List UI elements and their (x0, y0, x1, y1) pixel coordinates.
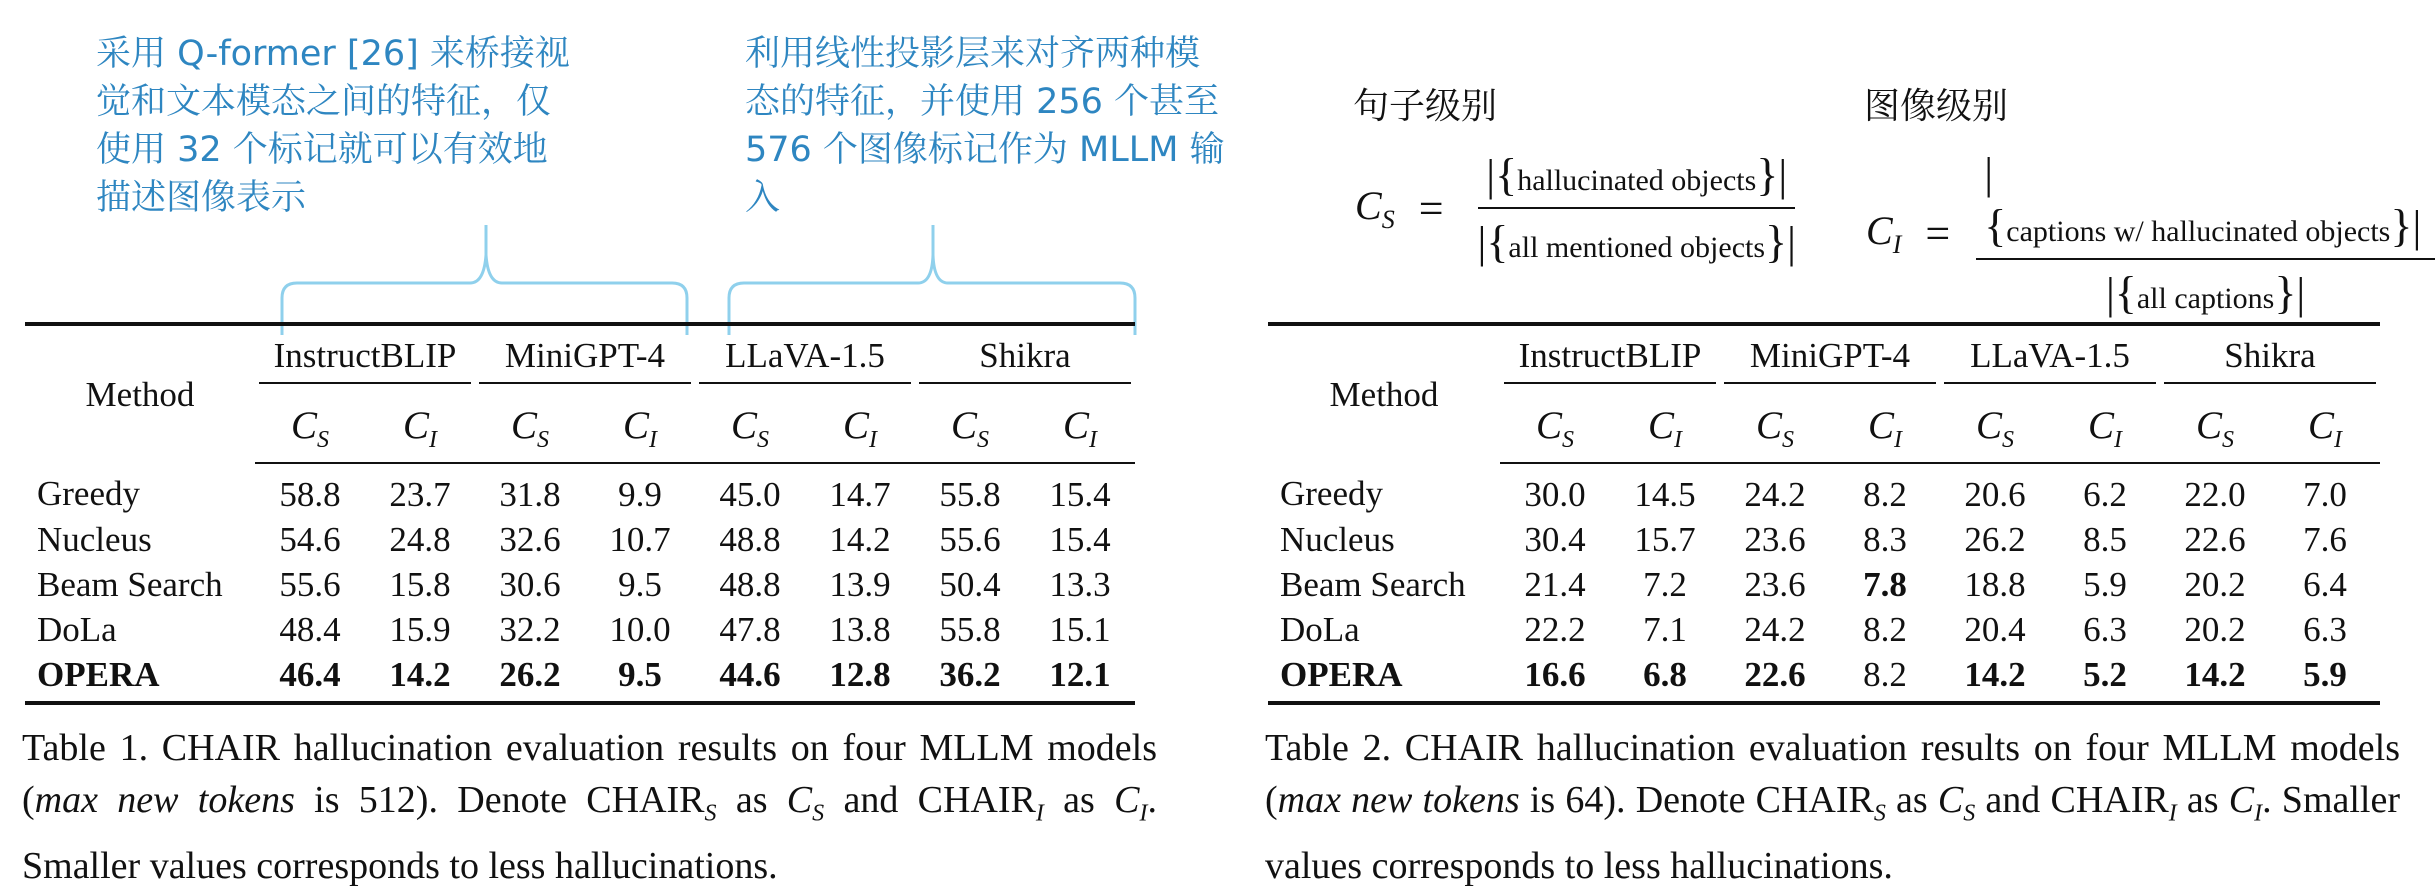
value-cell: 20.2 (2184, 609, 2246, 649)
table-row (25, 562, 1135, 607)
value-cell: 18.8 (1964, 564, 2026, 604)
value-cell: 23.7 (389, 474, 451, 514)
table-row (25, 517, 1135, 562)
value-cell: 46.4 (279, 654, 341, 694)
fraction (1470, 148, 1804, 268)
value-cell: 55.6 (939, 519, 1001, 559)
value-cell: 6.3 (2303, 609, 2347, 649)
table-row (25, 652, 1135, 703)
value-cell: 32.2 (499, 609, 561, 649)
formula-lhs: $C_S$ (1355, 182, 1395, 234)
value-cell: 20.2 (2184, 564, 2246, 604)
header-ci: $C_I$ (805, 394, 915, 463)
value-cell: 22.0 (2184, 474, 2246, 514)
numerator-text: hallucinated objects (1517, 164, 1757, 197)
header-cs: $C_S$ (2160, 394, 2270, 463)
value-cell: 5.2 (2083, 654, 2127, 694)
value-cell: 26.2 (1964, 519, 2026, 559)
method-name: DoLa (37, 609, 117, 649)
header-cs: $C_S$ (695, 394, 805, 463)
value-cell: 13.8 (829, 609, 891, 649)
value-cell: 6.3 (2083, 609, 2127, 649)
value-cell: 31.8 (499, 474, 561, 514)
value-cell: 14.2 (1964, 654, 2026, 694)
header-ci: $C_I$ (2270, 394, 2380, 463)
table-1 (25, 322, 1135, 705)
value-cell: 14.2 (2184, 654, 2246, 694)
fraction-denominator: |{all mentioned objects}| (1477, 216, 1796, 267)
table-row (1268, 517, 2380, 562)
value-cell: 22.2 (1524, 609, 1586, 649)
value-cell: 20.6 (1964, 474, 2026, 514)
table-2 (1268, 322, 2380, 705)
table-row (1268, 562, 2380, 607)
value-cell: 13.9 (829, 564, 891, 604)
formula-lhs: $C_I$ (1866, 208, 1902, 259)
value-cell: 8.2 (1863, 474, 1907, 514)
table-1-caption: Table 1. CHAIR hallucination evaluation results on four MLLM models (max new tokens is 512). Denote $CHAIR_S$ as $C_S$ and $CHAIR_I$ as $C_I$. Smaller values corresponds to less hallucinations. (22, 727, 1157, 887)
value-cell: 58.8 (279, 474, 341, 514)
header-model: MiniGPT-4 (475, 324, 695, 394)
method-name: Greedy (1280, 474, 1384, 513)
value-cell-best: 7.8 (1863, 564, 1907, 604)
value-cell: 6.2 (2083, 474, 2127, 514)
header-model: InstructBLIP (255, 324, 475, 394)
value-cell: 14.7 (829, 474, 891, 514)
header-model: InstructBLIP (1500, 324, 1720, 394)
annotation-line: 觉和文本模态之间的特征，仅 (96, 82, 552, 122)
value-cell: 22.6 (1744, 654, 1806, 694)
table-2-caption: Table 2. CHAIR hallucination evaluation results on four MLLM models (max new tokens is 64). Denote $CHAIR_S$ as $C_S$ and $CHAIR_I$ as $C_I$. Smaller values corresponds to less hallucinations. (1265, 727, 2401, 887)
annotation-line: 采用 Q-former [26] 来桥接视 (96, 34, 570, 74)
annotation-line: 入 (745, 178, 781, 218)
table-row (1268, 607, 2380, 652)
value-cell: 24.2 (1744, 474, 1806, 514)
method-name: Beam Search (37, 564, 223, 604)
value-cell: 8.3 (1863, 519, 1907, 559)
value-cell: 16.6 (1524, 654, 1586, 694)
header-cs: $C_S$ (915, 394, 1025, 463)
value-cell: 48.4 (279, 609, 341, 649)
bracket-qformer (282, 225, 687, 335)
annotation-line: 576 个图像标记作为 MLLM 输 (745, 130, 1225, 170)
value-cell: 48.8 (719, 564, 781, 604)
value-cell: 15.4 (1049, 519, 1111, 559)
value-cell: 23.6 (1744, 519, 1806, 559)
annotation-line: 利用线性投影层来对齐两种模 (745, 34, 1201, 74)
value-cell: 14.5 (1634, 474, 1696, 514)
value-cell: 7.2 (1643, 564, 1687, 604)
value-cell: 22.6 (2184, 519, 2246, 559)
header-ci: $C_I$ (2050, 394, 2160, 463)
method-name: OPERA (37, 654, 160, 694)
value-cell: 7.6 (2303, 519, 2347, 559)
value-cell: 55.8 (939, 474, 1001, 514)
value-cell: 23.6 (1744, 564, 1806, 604)
value-cell: 15.7 (1634, 519, 1696, 559)
value-cell: 50.4 (939, 564, 1001, 604)
header-ci: $C_I$ (1025, 394, 1135, 463)
formula-cs (1355, 148, 1804, 268)
value-cell: 6.4 (2303, 564, 2347, 604)
value-cell: 24.2 (1744, 609, 1806, 649)
caption-label: Table 2. (1265, 727, 1392, 769)
caption-label: Table 1. (22, 727, 149, 769)
value-cell: 30.6 (499, 564, 561, 604)
method-name: Nucleus (1280, 519, 1395, 559)
method-name: Beam Search (1280, 564, 1466, 604)
fraction-numerator: |{hallucinated objects}| (1478, 148, 1795, 209)
image-level-label: 图像级别 (1864, 86, 2009, 127)
method-name: DoLa (1280, 609, 1360, 649)
value-cell: 9.9 (618, 474, 662, 514)
method-name: Nucleus (37, 519, 152, 559)
header-model: Shikra (915, 324, 1135, 394)
table-row (25, 463, 1135, 517)
header-cs: $C_S$ (1720, 394, 1830, 463)
header-ci: $C_I$ (1830, 394, 1940, 463)
value-cell: 30.0 (1524, 474, 1586, 514)
table-row (25, 607, 1135, 652)
sentence-level-label: 句子级别 (1353, 86, 1498, 127)
value-cell: 8.2 (1863, 609, 1907, 649)
value-cell: 24.8 (389, 519, 451, 559)
annotation-line: 使用 32 个标记就可以有效地 (96, 130, 548, 170)
value-cell: 8.5 (2083, 519, 2127, 559)
header-cs: $C_S$ (1940, 394, 2050, 463)
value-cell: 7.1 (1643, 609, 1687, 649)
fraction-denominator: |{all captions}| (2105, 267, 2306, 318)
value-cell: 14.2 (389, 654, 451, 694)
value-cell: 15.9 (389, 609, 451, 649)
table-row (1268, 463, 2380, 517)
value-cell: 12.8 (829, 654, 891, 694)
value-cell: 54.6 (279, 519, 341, 559)
value-cell: 6.8 (1643, 654, 1687, 694)
header-ci: $C_I$ (365, 394, 475, 463)
header-model: LLaVA-1.5 (1940, 324, 2160, 394)
value-cell: 21.4 (1524, 564, 1586, 604)
denominator-text: all mentioned objects (1508, 231, 1766, 264)
table-row (1268, 652, 2380, 703)
value-cell: 47.8 (719, 609, 781, 649)
annotation-line: 态的特征，并使用 256 个甚至 (745, 82, 1220, 122)
header-cs: $C_S$ (255, 394, 365, 463)
equals-sign: = (1418, 183, 1444, 233)
fraction (1976, 148, 2435, 319)
value-cell: 9.5 (618, 654, 662, 694)
value-cell: 5.9 (2303, 654, 2347, 694)
fraction-numerator: |{captions w/ hallucinated objects}| (1976, 148, 2435, 260)
value-cell: 48.8 (719, 519, 781, 559)
value-cell: 12.1 (1049, 654, 1111, 694)
bracket-linear (729, 225, 1135, 335)
value-cell: 15.1 (1049, 609, 1111, 649)
value-cell: 36.2 (939, 654, 1001, 694)
numerator-text: captions w/ hallucinated objects (2006, 215, 2391, 248)
method-name: OPERA (1280, 654, 1403, 694)
header-cs: $C_S$ (475, 394, 585, 463)
value-cell: 13.3 (1049, 564, 1111, 604)
value-cell: 55.6 (279, 564, 341, 604)
method-name: Greedy (37, 474, 141, 513)
header-model: LLaVA-1.5 (695, 324, 915, 394)
header-model: Shikra (2160, 324, 2380, 394)
value-cell: 20.4 (1964, 609, 2026, 649)
value-cell: 55.8 (939, 609, 1001, 649)
value-cell: 30.4 (1524, 519, 1586, 559)
header-cs: $C_S$ (1500, 394, 1610, 463)
value-cell: 10.0 (609, 609, 671, 649)
value-cell: 7.0 (2303, 474, 2347, 514)
denominator-text: all captions (2136, 282, 2275, 315)
header-ci: $C_I$ (1610, 394, 1720, 463)
value-cell: 15.4 (1049, 474, 1111, 514)
formula-ci (1866, 148, 2435, 319)
value-cell: 8.2 (1863, 654, 1907, 694)
annotation-line: 描述图像表示 (96, 178, 307, 218)
value-cell: 5.9 (2083, 564, 2127, 604)
value-cell: 15.8 (389, 564, 451, 604)
value-cell: 26.2 (499, 654, 561, 694)
value-cell: 9.5 (618, 564, 662, 604)
value-cell: 32.6 (499, 519, 561, 559)
header-method: Method (85, 374, 195, 414)
equals-sign: = (1925, 209, 1951, 258)
value-cell: 45.0 (719, 474, 781, 514)
header-model: MiniGPT-4 (1720, 324, 1940, 394)
value-cell: 14.2 (829, 519, 891, 559)
value-cell: 44.6 (719, 654, 781, 694)
header-ci: $C_I$ (585, 394, 695, 463)
annotation-brackets (0, 0, 1200, 345)
value-cell: 10.7 (609, 519, 671, 559)
header-method: Method (1329, 374, 1439, 414)
